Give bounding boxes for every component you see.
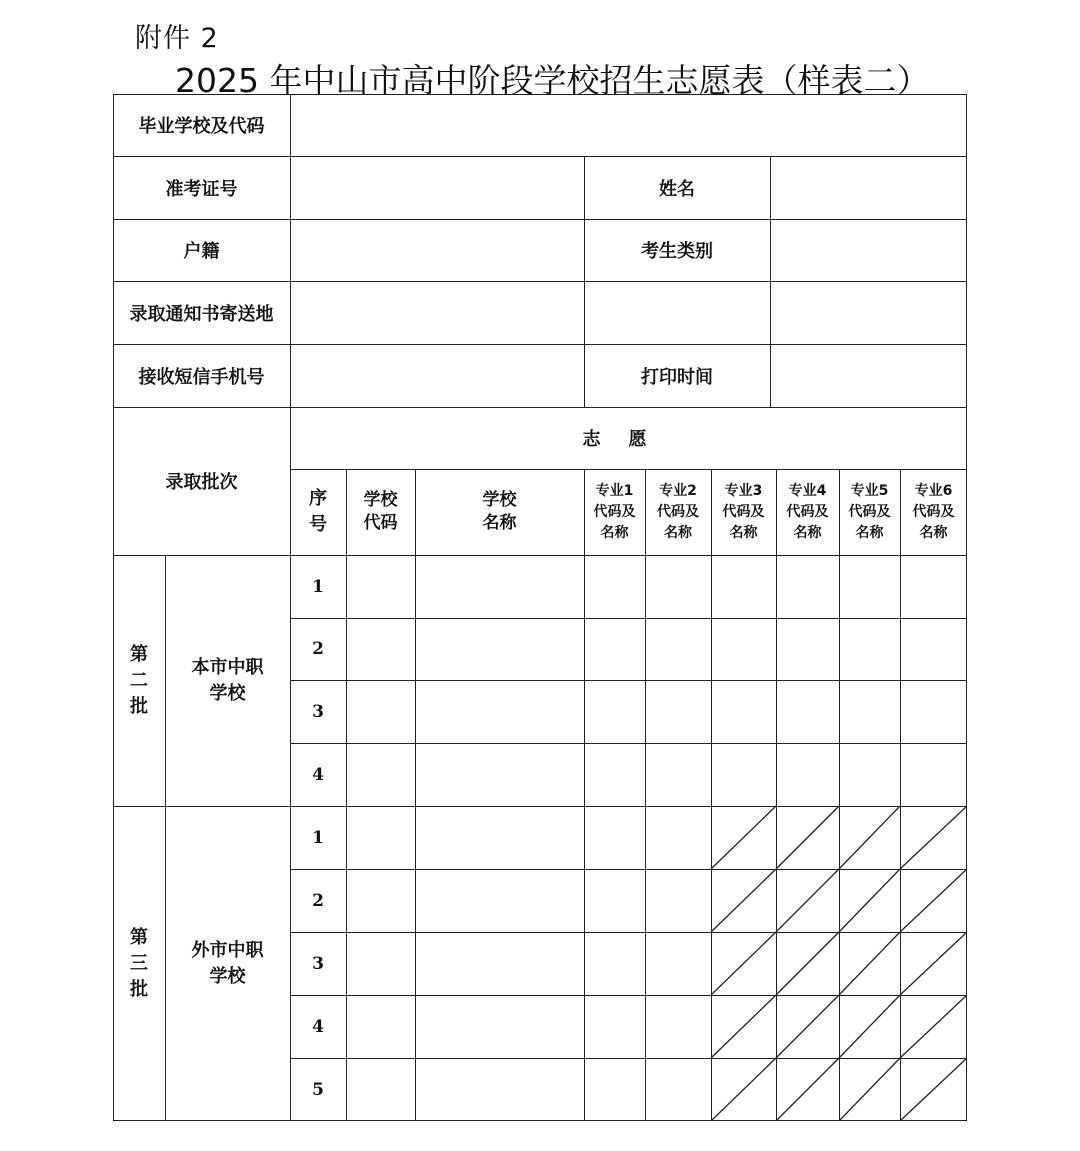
batch-2-row-number: 4 [312,764,324,785]
batch-2-school-type [165,555,290,806]
exam-number-label: 准考证号 [165,178,238,200]
print-time-field[interactable] [770,344,967,407]
mailing-address-field[interactable] [290,281,967,344]
phone-label: 接收短信手机号 [138,366,265,388]
major-2-header [645,469,711,555]
hukou-label: 户籍 [183,241,220,262]
column-divider [645,469,646,1121]
row-divider [290,869,967,870]
print-time-label: 打印时间 [641,366,713,388]
application-form [113,94,967,1121]
batch-3-text: 第三批 [130,926,148,1000]
batch-3-row-number: 1 [312,827,324,848]
school-name-header [415,469,584,555]
row-divider [290,932,967,933]
major-4-header-text: 专业4代码及名称 [786,482,829,541]
name-label: 姓名 [659,178,695,200]
batch-3-row-number: 4 [312,1016,324,1037]
major-1-header-text: 专业1代码及名称 [593,482,636,541]
major-6-header-text: 专业6代码及名称 [912,482,955,541]
batch-3-row-number: 3 [312,953,324,974]
column-divider [900,469,901,1121]
row-divider [290,618,967,619]
admission-batch-label: 录取批次 [165,472,238,493]
school-code-label: 毕业学校及代码 [138,116,265,137]
batch-2-label [113,555,165,806]
mailing-address-label: 录取通知书寄送地 [129,303,274,325]
batch-3-school-type [165,806,290,1121]
school-code-header-text: 学校代码 [363,490,398,533]
batch-2-row-number: 2 [312,639,324,659]
batch-2-row-number: 1 [312,576,324,597]
batch-2-text: 第二批 [130,643,148,717]
column-divider [584,469,585,1121]
row-divider [290,680,967,681]
column-divider [711,469,712,1121]
major-3-header-text: 专业3代码及名称 [722,482,765,541]
phone-field[interactable] [290,344,584,407]
major-3-header [711,469,776,555]
row-divider [290,995,967,996]
school-code-header [346,469,415,555]
major-5-header-text: 专业5代码及名称 [848,482,891,541]
hukou-field[interactable] [290,219,584,281]
page-title: 2025 年中山市高中阶段学校招生志愿表（样表二） [175,61,930,100]
category-field[interactable] [770,219,967,281]
batch-2-school-type-text: 本市中职学校 [191,656,264,704]
batch-3-row-number: 5 [312,1079,324,1100]
seq-header [290,469,346,555]
column-divider [839,469,840,1121]
attachment-label: 附件 2 [135,23,219,54]
major-1-header [584,469,645,555]
school-name-header-text: 学校名称 [482,490,517,533]
major-4-header [776,469,839,555]
major-5-header [839,469,900,555]
batch-3-row-number: 2 [312,890,324,911]
batch-3-label [113,806,165,1121]
batch-3-school-type-text: 外市中职学校 [191,939,264,987]
major-6-header [900,469,967,555]
wish-header [290,407,967,469]
batch-2-row-number: 3 [312,701,324,722]
column-divider [415,469,416,1121]
category-label: 考生类别 [641,241,713,262]
school-code-field[interactable] [290,94,967,156]
row-divider [290,1058,967,1059]
seq-header-text: 序号 [309,488,327,535]
row-divider [290,743,967,744]
major-2-header-text: 专业2代码及名称 [657,482,699,541]
wish-header-text: 志愿 [582,429,675,450]
column-divider [776,469,777,1121]
exam-number-field[interactable] [290,156,584,219]
name-field[interactable] [770,156,967,219]
column-divider [346,469,347,1121]
